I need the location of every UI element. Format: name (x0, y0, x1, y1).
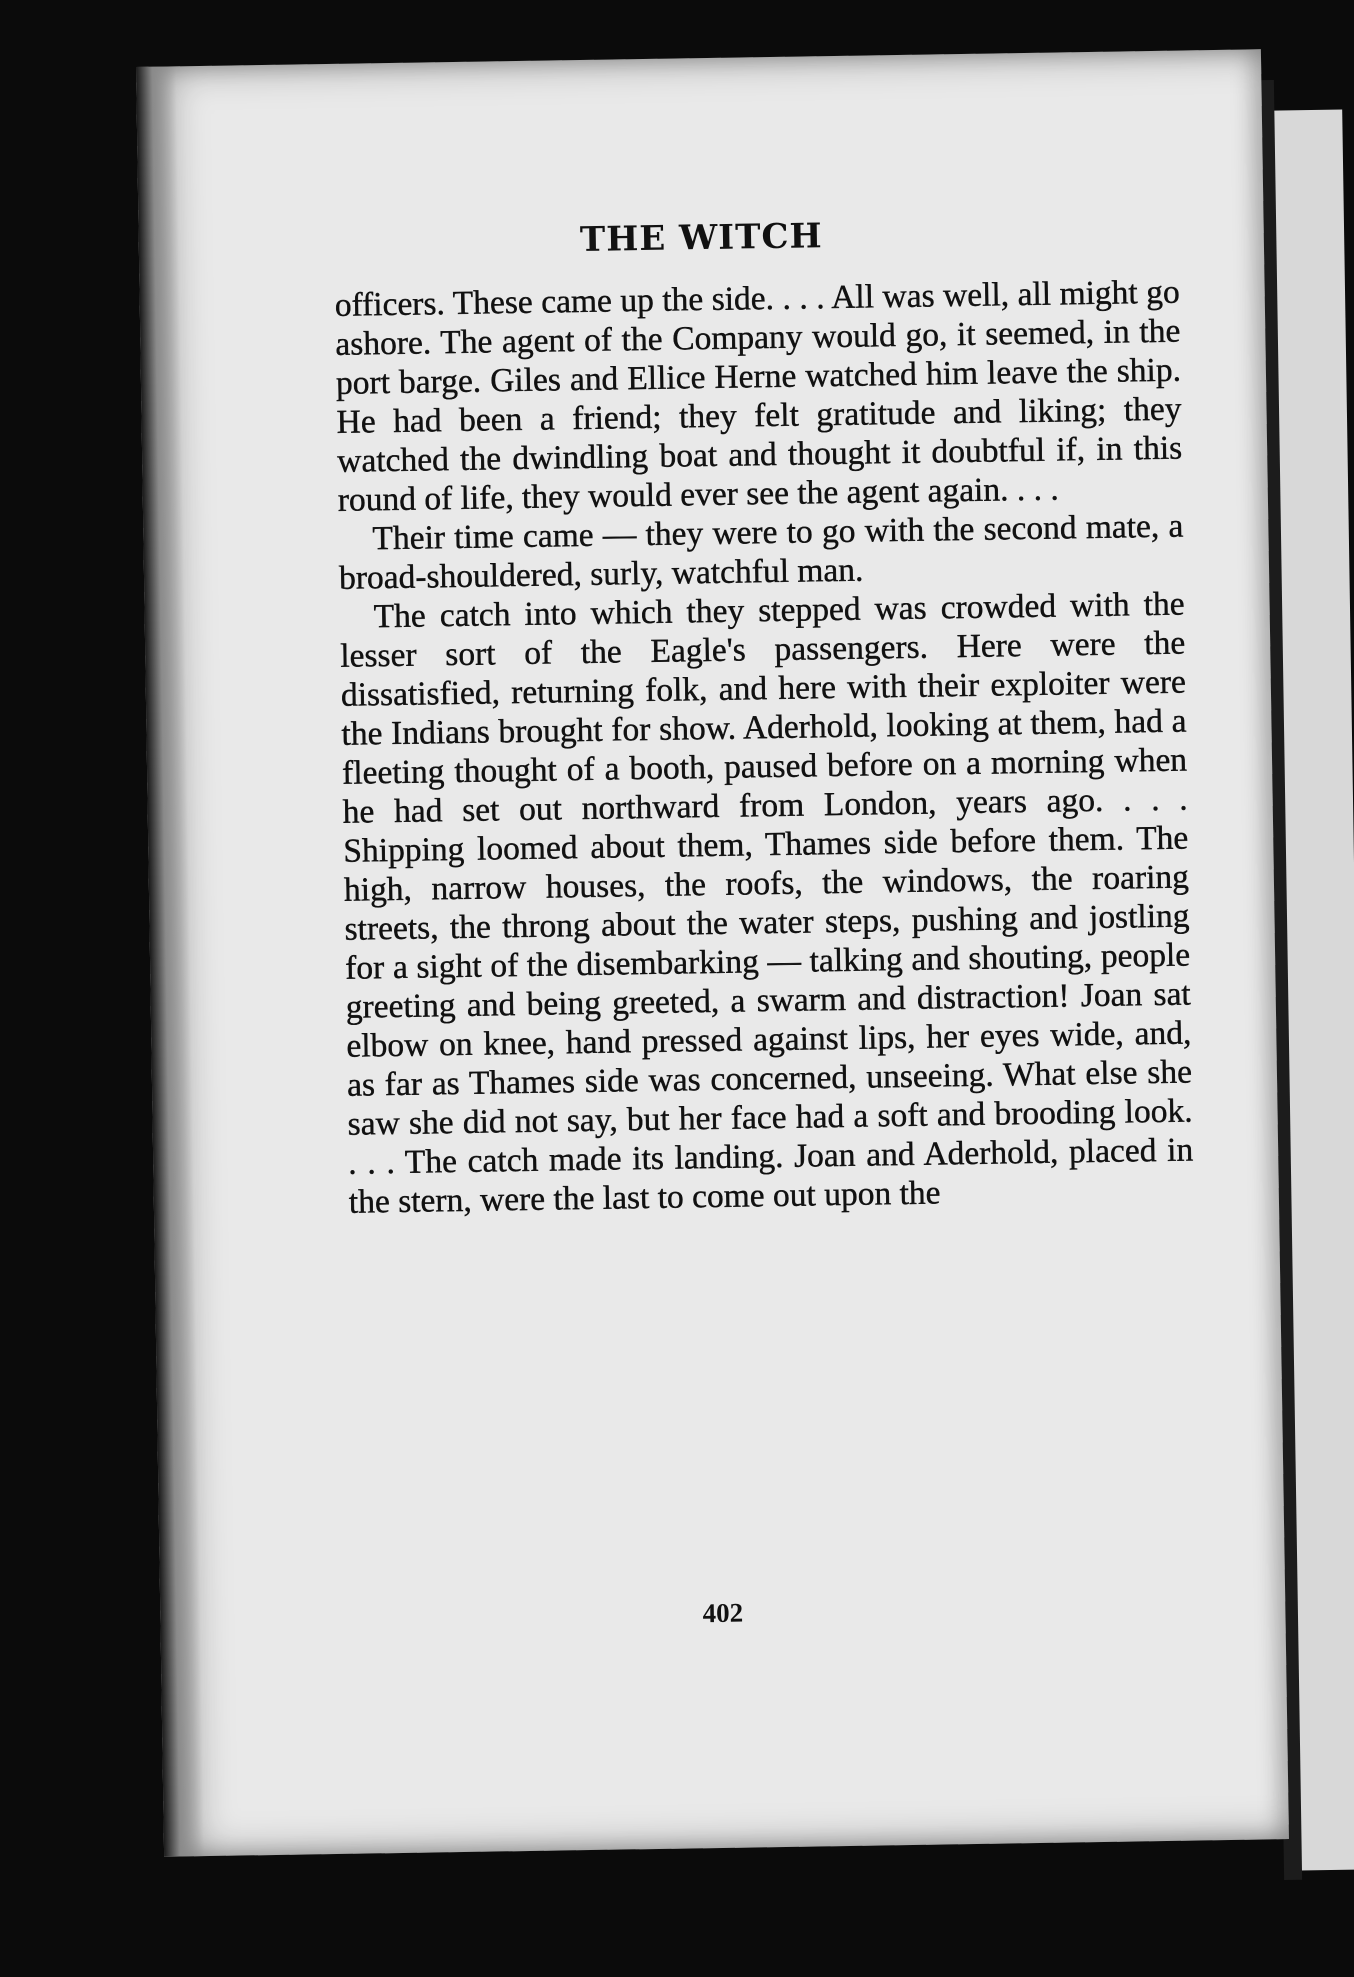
book-page (136, 49, 1289, 1856)
running-head: THE WITCH (579, 216, 823, 260)
paragraph: officers. These came up the side. . . . All was well, all might go ashore. The agent of the Company would go, it seemed, in the port barge. Giles and Ellice Herne watched him leave the ship. He had been a friend; they felt gratitude and liking; they watched the dwindling boat and thought it doubtful if, in this round of life, they would ever see the agent again. . . . (334, 273, 1183, 519)
paragraph: Their time came — they were to go with the second mate, a broad-shouldered, surly, watchful man. (338, 507, 1184, 597)
page-body-text (334, 273, 1194, 1222)
page-number: 402 (702, 1597, 744, 1629)
paragraph: The catch into which they stepped was crowded with the lesser sort of the Eagle's passengers. Here were the dissatisfied, returning folk, and here with their exploiter were the Indians brought for show. Aderhold, looking at them, had a fleeting thought of a booth, paused before on a morning when he had set out northward from London, years ago. . . . Shipping loomed about them, Thames side before them. The high, narrow houses, the roofs, the windows, the roaring streets, the throng about the water steps, pushing and jostling for a sight of the disembarking — talking and shouting, people greeting and being greeted, a swarm and distraction! Joan sat elbow on knee, hand pressed against lips, her eyes wide, and, as far as Thames side was concerned, unseeing. What else she saw she did not say, but her face had a soft and brooding look. . . . The catch made its landing. Joan and Aderhold, placed in the stern, were the last to come out upon the (340, 585, 1194, 1221)
page-left-edge-shadow (136, 66, 204, 1856)
